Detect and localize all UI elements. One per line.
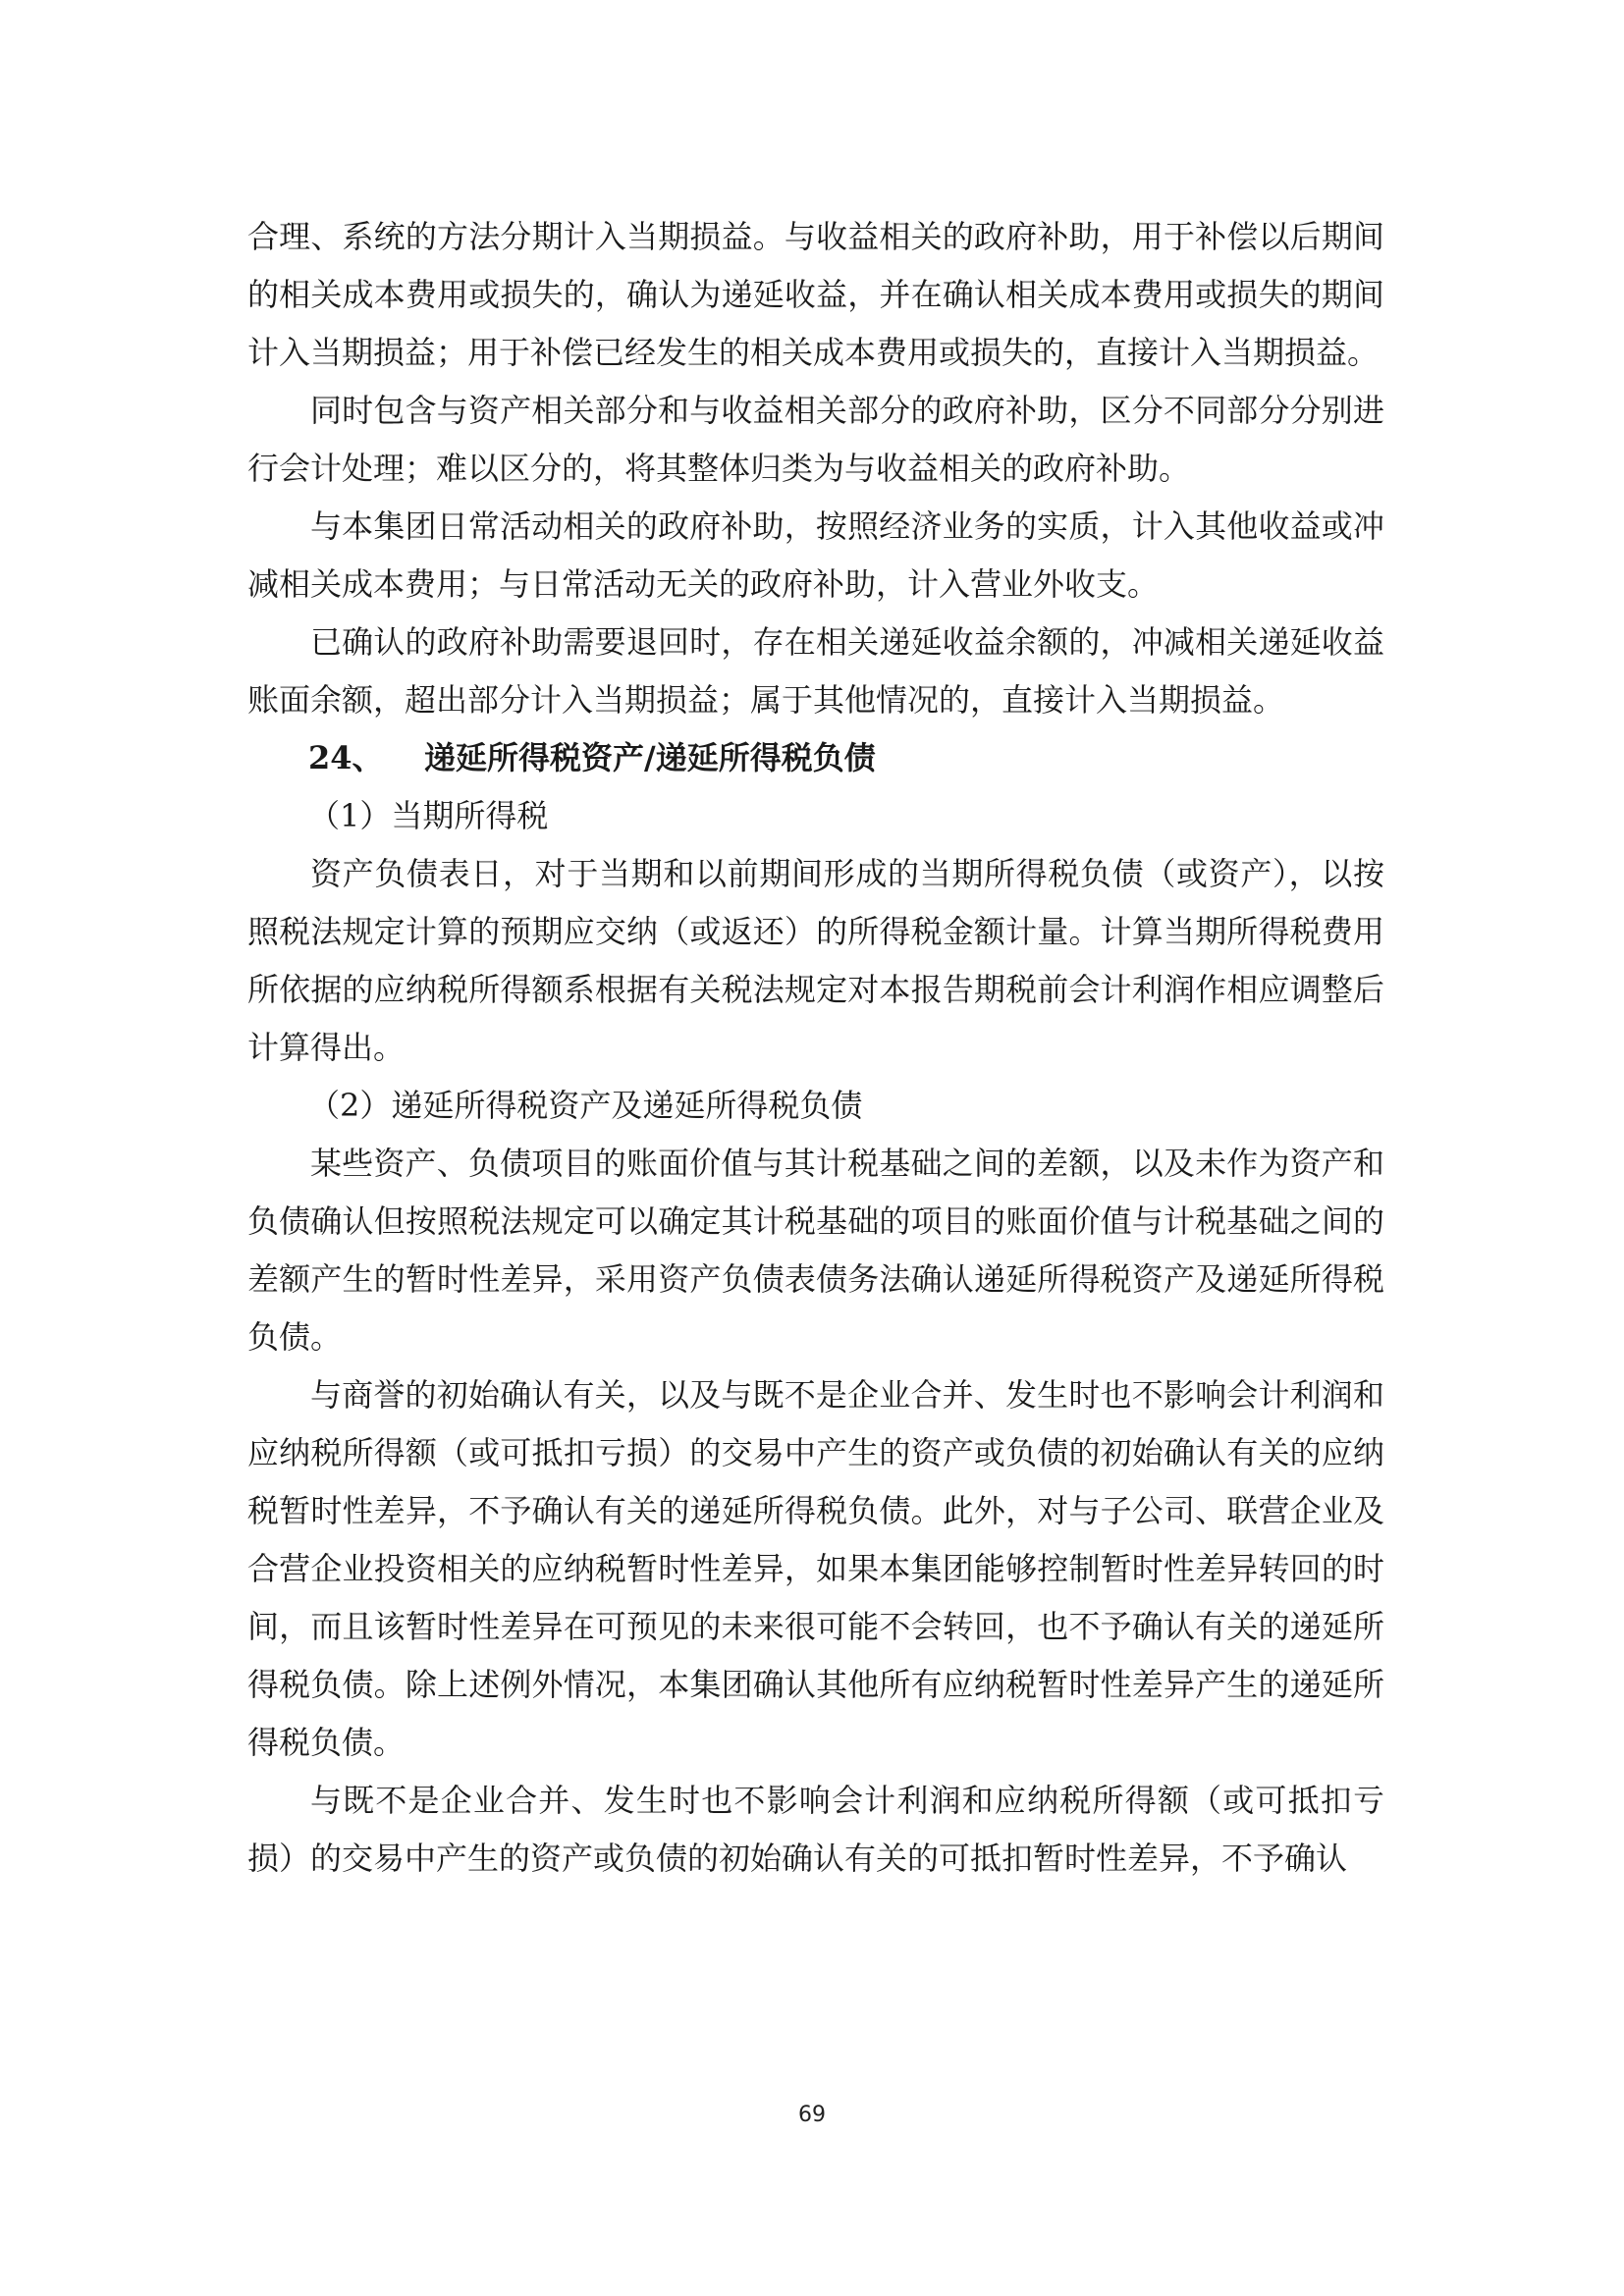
paragraph-current-income-tax: 资产负债表日，对于当期和以前期间形成的当期所得税负债（或资产），以按照税法规定计算的预期应交纳（或返还）的所得税金额计量。计算当期所得税费用所依据的应纳税所得额系根据有关税法规定对本报告期税前会计利润作相应调整后计算得出。 bbox=[247, 855, 1384, 1066]
paragraph-temporary-differences: 某些资产、负债项目的账面价值与其计税基础之间的差额，以及未作为资产和负债确认但按照税法规定可以确定其计税基础的项目的账面价值与计税基础之间的差额产生的暂时性差异，采用资产负债表债务法确认递延所得税资产及递延所得税负债。 bbox=[247, 1145, 1384, 1356]
document-body bbox=[247, 208, 1384, 1888]
section-heading bbox=[247, 729, 1384, 787]
subheading-current-income-tax: （1）当期所得税 bbox=[308, 797, 549, 834]
paragraph-mixed-grants: 同时包含与资产相关部分和与收益相关部分的政府补助，区分不同部分分别进行会计处理；难以区分的，将其整体归类为与收益相关的政府补助。 bbox=[247, 392, 1384, 487]
page-number: 69 bbox=[798, 2103, 826, 2127]
paragraph-grant-refund: 已确认的政府补助需要退回时，存在相关递延收益余额的，冲减相关递延收益账面余额，超出部分计入当期损益；属于其他情况的，直接计入当期损益。 bbox=[247, 623, 1384, 719]
paragraph-taxable-differences: 与商誉的初始确认有关，以及与既不是企业合并、发生时也不影响会计利润和应纳税所得额（或可抵扣亏损）的交易中产生的资产或负债的初始确认有关的应纳税暂时性差异，不予确认有关的递延所得税负债。此外，对与子公司、联营企业及合营企业投资相关的应纳税暂时性差异，如果本集团能够控制暂时性差异转回的时间，而且该暂时性差异在可预见的未来很可能不会转回，也不予确认有关的递延所得税负债。除上述例外情况，本集团确认其他所有应纳税暂时性差异产生的递延所得税负债。 bbox=[247, 1376, 1384, 1761]
subheading-deferred-tax: （2）递延所得税资产及递延所得税负债 bbox=[308, 1087, 863, 1124]
paragraph-deductible-differences: 与既不是企业合并、发生时也不影响会计利润和应纳税所得额（或可抵扣亏损）的交易中产生的资产或负债的初始确认有关的可抵扣暂时性差异，不予确认 bbox=[247, 1782, 1384, 1877]
section-title: 递延所得税资产/递延所得税负债 bbox=[424, 739, 876, 776]
paragraph-daily-activity-grants: 与本集团日常活动相关的政府补助，按照经济业务的实质，计入其他收益或冲减相关成本费用；与日常活动无关的政府补助，计入营业外收支。 bbox=[247, 507, 1384, 603]
section-number: 24、 bbox=[308, 739, 384, 776]
paragraph-government-grants-income: 合理、系统的方法分期计入当期损益。与收益相关的政府补助，用于补偿以后期间的相关成本费用或损失的，确认为递延收益，并在确认相关成本费用或损失的期间计入当期损益；用于补偿已经发生的相关成本费用或损失的，直接计入当期损益。 bbox=[247, 218, 1384, 371]
